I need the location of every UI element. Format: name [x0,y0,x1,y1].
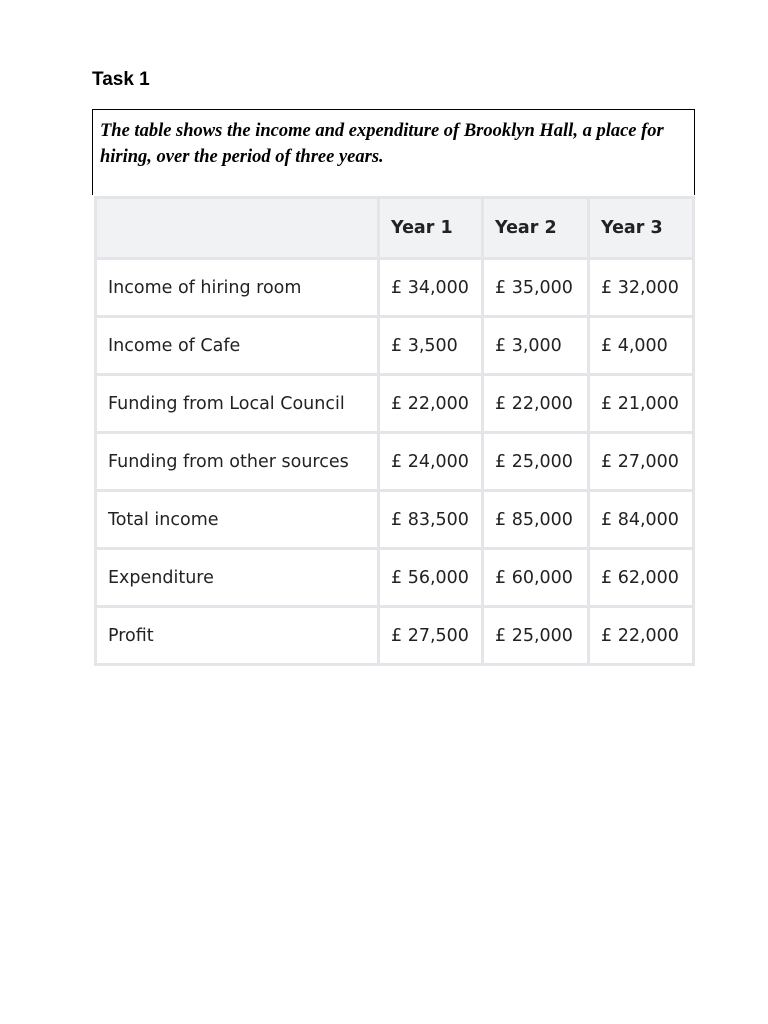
column-header-year-1: Year 1 [379,198,483,259]
table-cell: £ 3,500 [379,317,483,375]
task-heading: Task 1 [92,69,150,90]
table-cell: £ 60,000 [483,549,589,607]
table-cell: £ 24,000 [379,433,483,491]
income-expenditure-table [94,196,695,666]
row-label: Funding from other sources [96,433,379,491]
table-cell: £ 21,000 [589,375,694,433]
table-row [96,433,694,491]
row-label: Income of hiring room [96,259,379,317]
table-cell: £ 56,000 [379,549,483,607]
table-container [94,196,695,666]
table-cell: £ 35,000 [483,259,589,317]
table-cell: £ 83,500 [379,491,483,549]
table-cell: £ 22,000 [589,607,694,665]
table-cell: £ 27,000 [589,433,694,491]
table-row [96,491,694,549]
table-cell: £ 4,000 [589,317,694,375]
table-cell: £ 25,000 [483,607,589,665]
column-header-year-3: Year 3 [589,198,694,259]
table-cell: £ 27,500 [379,607,483,665]
table-cell: £ 22,000 [379,375,483,433]
column-header-blank [96,198,379,259]
table-row [96,259,694,317]
column-header-year-2: Year 2 [483,198,589,259]
row-label: Profit [96,607,379,665]
row-label: Income of Cafe [96,317,379,375]
description-box [92,109,695,195]
row-label: Total income [96,491,379,549]
table-cell: £ 85,000 [483,491,589,549]
table-row [96,549,694,607]
table-row [96,317,694,375]
table-cell: £ 62,000 [589,549,694,607]
table-cell: £ 22,000 [483,375,589,433]
table-cell: £ 25,000 [483,433,589,491]
table-cell: £ 3,000 [483,317,589,375]
description-text: The table shows the income and expenditure of Brooklyn Hall, a place for hiring, over the period of three years. [100,121,664,167]
row-label: Funding from Local Council [96,375,379,433]
table-cell: £ 32,000 [589,259,694,317]
table-cell: £ 34,000 [379,259,483,317]
table-header-row [96,198,694,259]
row-label: Expenditure [96,549,379,607]
table-row [96,375,694,433]
table-cell: £ 84,000 [589,491,694,549]
table-row [96,607,694,665]
